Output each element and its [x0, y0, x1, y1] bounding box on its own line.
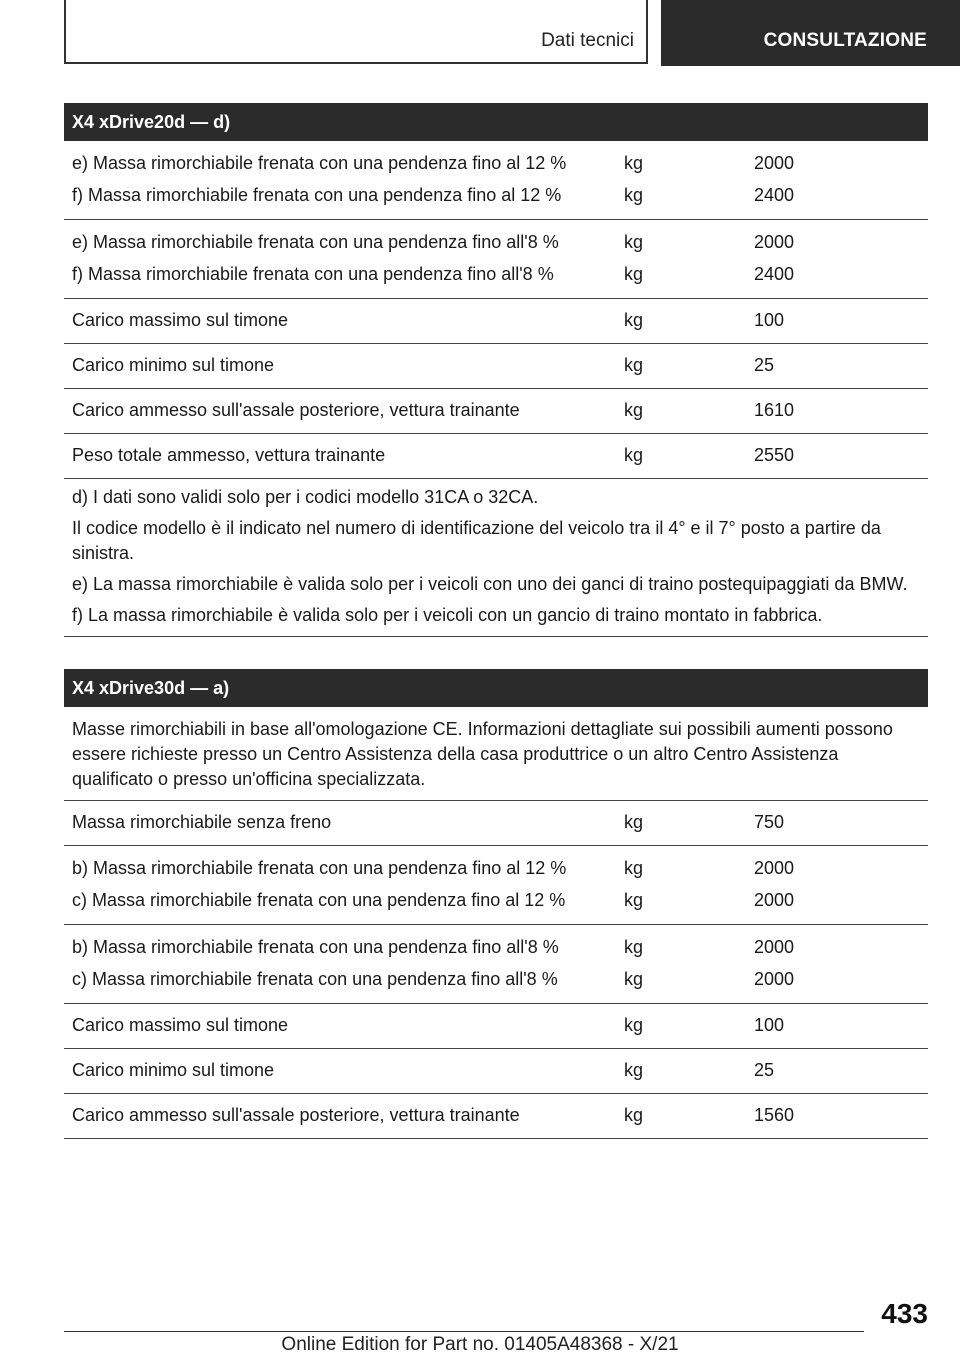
section-heading: X4 xDrive30d — a) — [64, 669, 928, 707]
spec-value: 2000 — [754, 890, 795, 910]
footnote: Il codice modello è il indicato nel numero di identificazione del veicolo tra il 4° e il 7° posto a partire da sinistra. — [72, 518, 881, 563]
spec-value: 2400 — [754, 185, 795, 205]
spec-value: 2000 — [754, 937, 795, 957]
spec-value: 750 — [754, 812, 785, 832]
spec-unit: kg — [624, 969, 644, 989]
spec-label: Carico minimo sul timone — [72, 1060, 275, 1080]
section-intro: Masse rimorchiabili in base all'omologazione CE. Informazioni dettagliate sui possibili aumenti possono essere richieste presso un Centro Assistenza della casa produttrice o un altro Centro Assistenza qualificato o presso un'officina specializzata. — [64, 707, 928, 801]
spec-label: f) Massa rimorchiabile frenata con una pendenza fino all'8 % — [72, 264, 554, 284]
chapter-tab — [661, 0, 960, 66]
spec-unit: kg — [624, 858, 644, 878]
table-row — [64, 1094, 928, 1139]
table-row — [64, 299, 928, 344]
spec-unit: kg — [624, 812, 644, 832]
spec-unit: kg — [624, 355, 644, 375]
footnote: d) I dati sono validi solo per i codici modello 31CA o 32CA. — [72, 487, 539, 507]
spec-unit: kg — [624, 400, 644, 420]
page-footer — [0, 1290, 960, 1362]
table-row — [64, 1004, 928, 1049]
spec-value: 2550 — [754, 445, 795, 465]
table-row — [64, 389, 928, 434]
spec-unit: kg — [624, 264, 644, 284]
spec-label: e) Massa rimorchiabile frenata con una pendenza fino all'8 % — [72, 232, 559, 252]
spec-label: Carico ammesso sull'assale posteriore, vettura trainante — [72, 400, 520, 420]
spec-value: 2000 — [754, 153, 795, 173]
section-heading: X4 xDrive20d — d) — [64, 103, 928, 141]
section-tab — [64, 0, 648, 64]
spec-unit: kg — [624, 232, 644, 252]
edition-note: Online Edition for Part no. 01405A48368 - X/21 — [281, 1334, 679, 1355]
spec-value: 100 — [754, 1015, 785, 1035]
spec-label: Carico ammesso sull'assale posteriore, vettura trainante — [72, 1105, 520, 1125]
spec-value: 2000 — [754, 969, 795, 989]
table-row — [64, 434, 928, 479]
footnote: f) La massa rimorchiabile è valida solo per i veicoli con un gancio di traino montato in fabbrica. — [72, 605, 823, 625]
spec-value: 2400 — [754, 264, 795, 284]
footnote: e) La massa rimorchiabile è valida solo per i veicoli con uno dei ganci di traino postequipaggiati da BMW. — [72, 574, 908, 594]
spec-label: c) Massa rimorchiabile frenata con una pendenza fino all'8 % — [72, 969, 558, 989]
spec-section-xdrive30d — [64, 669, 928, 1139]
table-row — [64, 846, 928, 925]
spec-label: e) Massa rimorchiabile frenata con una pendenza fino al 12 % — [72, 153, 567, 173]
spec-label: b) Massa rimorchiabile frenata con una pendenza fino all'8 % — [72, 937, 559, 957]
spec-unit: kg — [624, 185, 644, 205]
spec-value: 1610 — [754, 400, 795, 420]
spec-value: 25 — [754, 355, 775, 375]
spec-label: Peso totale ammesso, vettura trainante — [72, 445, 386, 465]
table-row — [64, 344, 928, 389]
spec-value: 2000 — [754, 858, 795, 878]
spec-unit: kg — [624, 310, 644, 330]
spec-value: 1560 — [754, 1105, 795, 1125]
spec-unit: kg — [624, 153, 644, 173]
spec-unit: kg — [624, 445, 644, 465]
spec-label: f) Massa rimorchiabile frenata con una pendenza fino al 12 % — [72, 185, 562, 205]
table-row — [64, 141, 928, 220]
spec-value: 2000 — [754, 232, 795, 252]
table-row — [64, 220, 928, 299]
page-number: 433 — [881, 1298, 928, 1329]
chapter-title: CONSULTAZIONE — [763, 30, 927, 51]
page-header — [0, 0, 960, 66]
spec-unit: kg — [624, 1015, 644, 1035]
spec-label: b) Massa rimorchiabile frenata con una pendenza fino al 12 % — [72, 858, 567, 878]
table-row — [64, 801, 928, 846]
spec-label: Carico massimo sul timone — [72, 310, 289, 330]
footnotes — [64, 479, 928, 637]
content — [64, 103, 928, 1171]
spec-unit: kg — [624, 1105, 644, 1125]
spec-label: c) Massa rimorchiabile frenata con una pendenza fino al 12 % — [72, 890, 566, 910]
spec-section-xdrive20d — [64, 103, 928, 637]
section-title: Dati tecnici — [541, 30, 634, 51]
spec-unit: kg — [624, 937, 644, 957]
spec-value: 25 — [754, 1060, 775, 1080]
table-row — [64, 1049, 928, 1094]
footer-divider — [64, 1331, 864, 1332]
spec-unit: kg — [624, 890, 644, 910]
table-row — [64, 925, 928, 1004]
spec-label: Carico massimo sul timone — [72, 1015, 289, 1035]
spec-value: 100 — [754, 310, 785, 330]
spec-label: Carico minimo sul timone — [72, 355, 275, 375]
spec-unit: kg — [624, 1060, 644, 1080]
spec-label: Massa rimorchiabile senza freno — [72, 812, 332, 832]
